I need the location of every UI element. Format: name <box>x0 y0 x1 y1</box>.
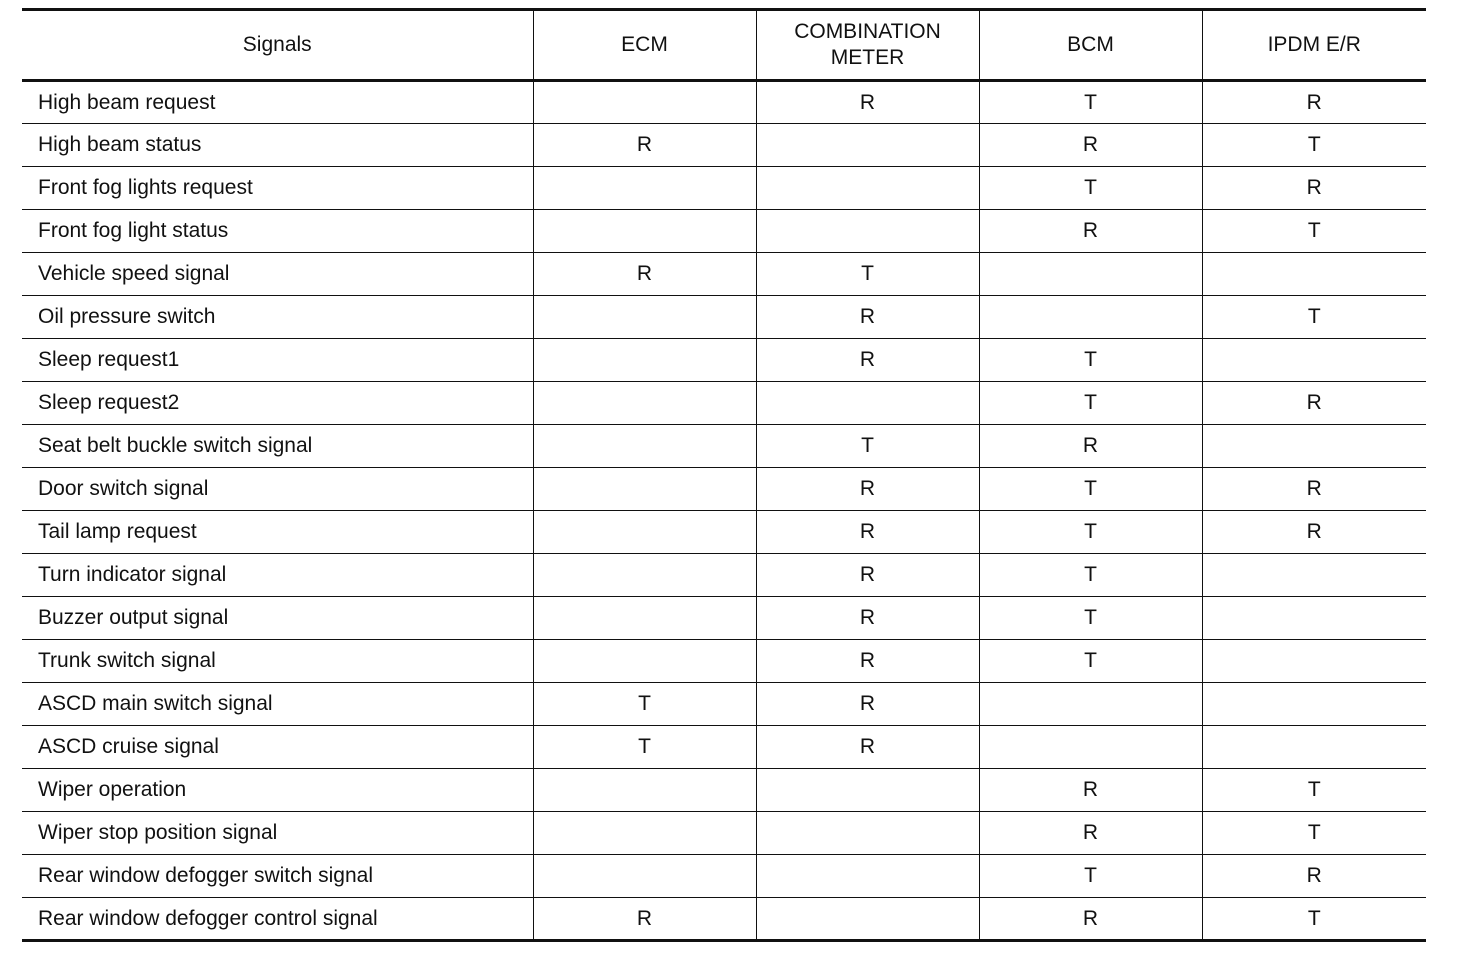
signal-name-cell: Rear window defogger control signal <box>22 898 533 941</box>
ipdm-cell: R <box>1202 382 1426 425</box>
ipdm-cell <box>1202 425 1426 468</box>
table-row <box>22 124 1426 167</box>
signal-name-cell: Trunk switch signal <box>22 640 533 683</box>
signal-name-cell: Buzzer output signal <box>22 597 533 640</box>
bcm-cell: T <box>979 167 1202 210</box>
table-row <box>22 597 1426 640</box>
ipdm-cell <box>1202 339 1426 382</box>
ecm-cell <box>533 855 756 898</box>
signal-name-cell: Door switch signal <box>22 468 533 511</box>
combination-meter-cell: R <box>756 339 979 382</box>
header-signals: Signals <box>22 10 533 81</box>
combination-meter-cell: R <box>756 511 979 554</box>
ecm-cell <box>533 640 756 683</box>
ipdm-cell <box>1202 640 1426 683</box>
signal-name-cell: Vehicle speed signal <box>22 253 533 296</box>
ecm-cell: T <box>533 683 756 726</box>
combination-meter-cell <box>756 210 979 253</box>
signal-name-cell: High beam status <box>22 124 533 167</box>
ecm-cell <box>533 167 756 210</box>
combination-meter-cell <box>756 898 979 941</box>
table-row <box>22 468 1426 511</box>
table-row <box>22 210 1426 253</box>
signal-name-cell: Turn indicator signal <box>22 554 533 597</box>
signal-name-cell: Sleep request1 <box>22 339 533 382</box>
table-row <box>22 253 1426 296</box>
bcm-cell: T <box>979 81 1202 124</box>
ecm-cell <box>533 425 756 468</box>
bcm-cell: T <box>979 554 1202 597</box>
ipdm-cell: R <box>1202 468 1426 511</box>
bcm-cell: T <box>979 597 1202 640</box>
table-row <box>22 812 1426 855</box>
ipdm-cell <box>1202 683 1426 726</box>
combination-meter-cell <box>756 167 979 210</box>
table-row <box>22 855 1426 898</box>
header-combination-meter-line1: COMBINATION <box>794 20 941 43</box>
ecm-cell: R <box>533 898 756 941</box>
combination-meter-cell <box>756 855 979 898</box>
table-row <box>22 769 1426 812</box>
bcm-cell: R <box>979 769 1202 812</box>
ipdm-cell: T <box>1202 124 1426 167</box>
ipdm-cell: T <box>1202 210 1426 253</box>
table-row <box>22 81 1426 124</box>
signal-table <box>22 8 1426 942</box>
ecm-cell <box>533 468 756 511</box>
combination-meter-cell <box>756 769 979 812</box>
header-ipdm: IPDM E/R <box>1202 10 1426 81</box>
bcm-cell: R <box>979 812 1202 855</box>
table-row <box>22 554 1426 597</box>
combination-meter-cell: T <box>756 253 979 296</box>
header-combination-meter-line2: METER <box>830 46 905 69</box>
bcm-cell <box>979 253 1202 296</box>
bcm-cell: R <box>979 124 1202 167</box>
combination-meter-cell <box>756 812 979 855</box>
ipdm-cell <box>1202 726 1426 769</box>
bcm-cell <box>979 296 1202 339</box>
bcm-cell: R <box>979 425 1202 468</box>
ecm-cell <box>533 511 756 554</box>
ipdm-cell: R <box>1202 511 1426 554</box>
signal-name-cell: Seat belt buckle switch signal <box>22 425 533 468</box>
header-combination-meter <box>756 10 979 81</box>
combination-meter-cell <box>756 382 979 425</box>
signal-name-cell: Rear window defogger switch signal <box>22 855 533 898</box>
signal-name-cell: Wiper stop position signal <box>22 812 533 855</box>
signal-name-cell: Wiper operation <box>22 769 533 812</box>
signal-name-cell: Tail lamp request <box>22 511 533 554</box>
ipdm-cell <box>1202 597 1426 640</box>
ecm-cell: T <box>533 726 756 769</box>
signal-name-cell: Front fog lights request <box>22 167 533 210</box>
bcm-cell: T <box>979 468 1202 511</box>
signal-name-cell: Sleep request2 <box>22 382 533 425</box>
bcm-cell: R <box>979 210 1202 253</box>
bcm-cell: T <box>979 855 1202 898</box>
table-row <box>22 425 1426 468</box>
signal-name-cell: Front fog light status <box>22 210 533 253</box>
combination-meter-cell: R <box>756 554 979 597</box>
table-row <box>22 296 1426 339</box>
bcm-cell: T <box>979 339 1202 382</box>
table-row <box>22 511 1426 554</box>
ipdm-cell: R <box>1202 167 1426 210</box>
ecm-cell: R <box>533 253 756 296</box>
ecm-cell <box>533 339 756 382</box>
ipdm-cell: T <box>1202 296 1426 339</box>
signal-name-cell: Oil pressure switch <box>22 296 533 339</box>
combination-meter-cell: R <box>756 468 979 511</box>
bcm-cell: T <box>979 511 1202 554</box>
bcm-cell: T <box>979 640 1202 683</box>
table-row <box>22 382 1426 425</box>
table-row <box>22 898 1426 941</box>
ipdm-cell <box>1202 554 1426 597</box>
header-row <box>22 10 1426 81</box>
table-body <box>22 81 1426 941</box>
ecm-cell <box>533 769 756 812</box>
table-row <box>22 683 1426 726</box>
bcm-cell: R <box>979 898 1202 941</box>
combination-meter-cell: R <box>756 683 979 726</box>
signal-name-cell: ASCD main switch signal <box>22 683 533 726</box>
header-ecm: ECM <box>533 10 756 81</box>
table-row <box>22 640 1426 683</box>
ipdm-cell: T <box>1202 898 1426 941</box>
combination-meter-cell: R <box>756 726 979 769</box>
bcm-cell <box>979 683 1202 726</box>
signal-name-cell: ASCD cruise signal <box>22 726 533 769</box>
combination-meter-cell: R <box>756 81 979 124</box>
ecm-cell <box>533 597 756 640</box>
table-row <box>22 339 1426 382</box>
bcm-cell <box>979 726 1202 769</box>
combination-meter-cell: R <box>756 597 979 640</box>
ecm-cell <box>533 812 756 855</box>
table-row <box>22 726 1426 769</box>
header-bcm: BCM <box>979 10 1202 81</box>
ecm-cell: R <box>533 124 756 167</box>
ipdm-cell: T <box>1202 812 1426 855</box>
combination-meter-cell: T <box>756 425 979 468</box>
ipdm-cell: R <box>1202 855 1426 898</box>
ipdm-cell <box>1202 253 1426 296</box>
signal-name-cell: High beam request <box>22 81 533 124</box>
ipdm-cell: R <box>1202 81 1426 124</box>
ecm-cell <box>533 296 756 339</box>
table-row <box>22 167 1426 210</box>
combination-meter-cell <box>756 124 979 167</box>
ecm-cell <box>533 554 756 597</box>
ecm-cell <box>533 210 756 253</box>
combination-meter-cell: R <box>756 296 979 339</box>
ecm-cell <box>533 81 756 124</box>
table-header <box>22 10 1426 81</box>
bcm-cell: T <box>979 382 1202 425</box>
ipdm-cell: T <box>1202 769 1426 812</box>
ecm-cell <box>533 382 756 425</box>
combination-meter-cell: R <box>756 640 979 683</box>
